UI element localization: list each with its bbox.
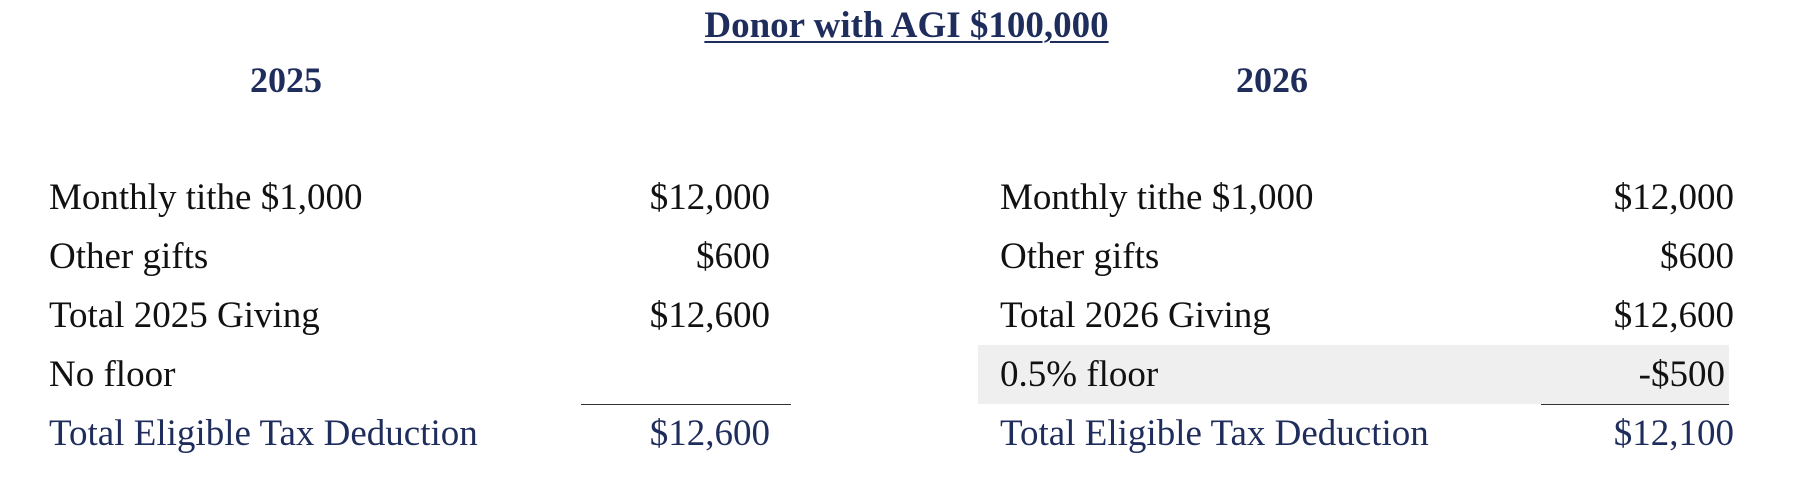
page-title [0, 2, 1813, 50]
row-floor [978, 345, 1729, 404]
row-value: $600 [1660, 236, 1734, 277]
row-value: $12,600 [649, 295, 770, 336]
row-value: $12,600 [649, 413, 770, 454]
row-value: $12,600 [1613, 295, 1734, 336]
row-value: $12,000 [649, 177, 770, 218]
row-label: Monthly tithe $1,000 [1000, 177, 1314, 218]
row-value: -$500 [1638, 354, 1725, 395]
row-total-giving [0, 286, 800, 345]
row-total-deduction [978, 404, 1738, 463]
row-label: Monthly tithe $1,000 [49, 177, 363, 218]
row-monthly-tithe [978, 168, 1738, 227]
row-other-gifts [978, 227, 1738, 286]
row-label: Total 2026 Giving [1000, 295, 1271, 336]
row-floor [0, 345, 800, 404]
row-label: 0.5% floor [1000, 354, 1159, 395]
deduction-table-2026 [978, 168, 1738, 463]
row-total-giving [978, 286, 1738, 345]
row-total-deduction [0, 404, 800, 463]
row-value: $12,100 [1613, 413, 1734, 454]
column-header-2026: 2026 [1236, 60, 1308, 100]
row-value: $12,000 [1613, 177, 1734, 218]
row-label: Total 2025 Giving [49, 295, 320, 336]
page-title-text: Donor with AGI $100,000 [704, 5, 1109, 46]
row-label: Other gifts [49, 236, 209, 277]
row-label: Other gifts [1000, 236, 1160, 277]
row-value: $600 [696, 236, 770, 277]
row-other-gifts [0, 227, 800, 286]
column-header-2025: 2025 [250, 60, 322, 100]
row-label: Total Eligible Tax Deduction [49, 413, 478, 454]
deduction-table-2025 [0, 168, 800, 463]
row-monthly-tithe [0, 168, 800, 227]
row-label: Total Eligible Tax Deduction [1000, 413, 1429, 454]
row-label: No floor [49, 354, 176, 395]
